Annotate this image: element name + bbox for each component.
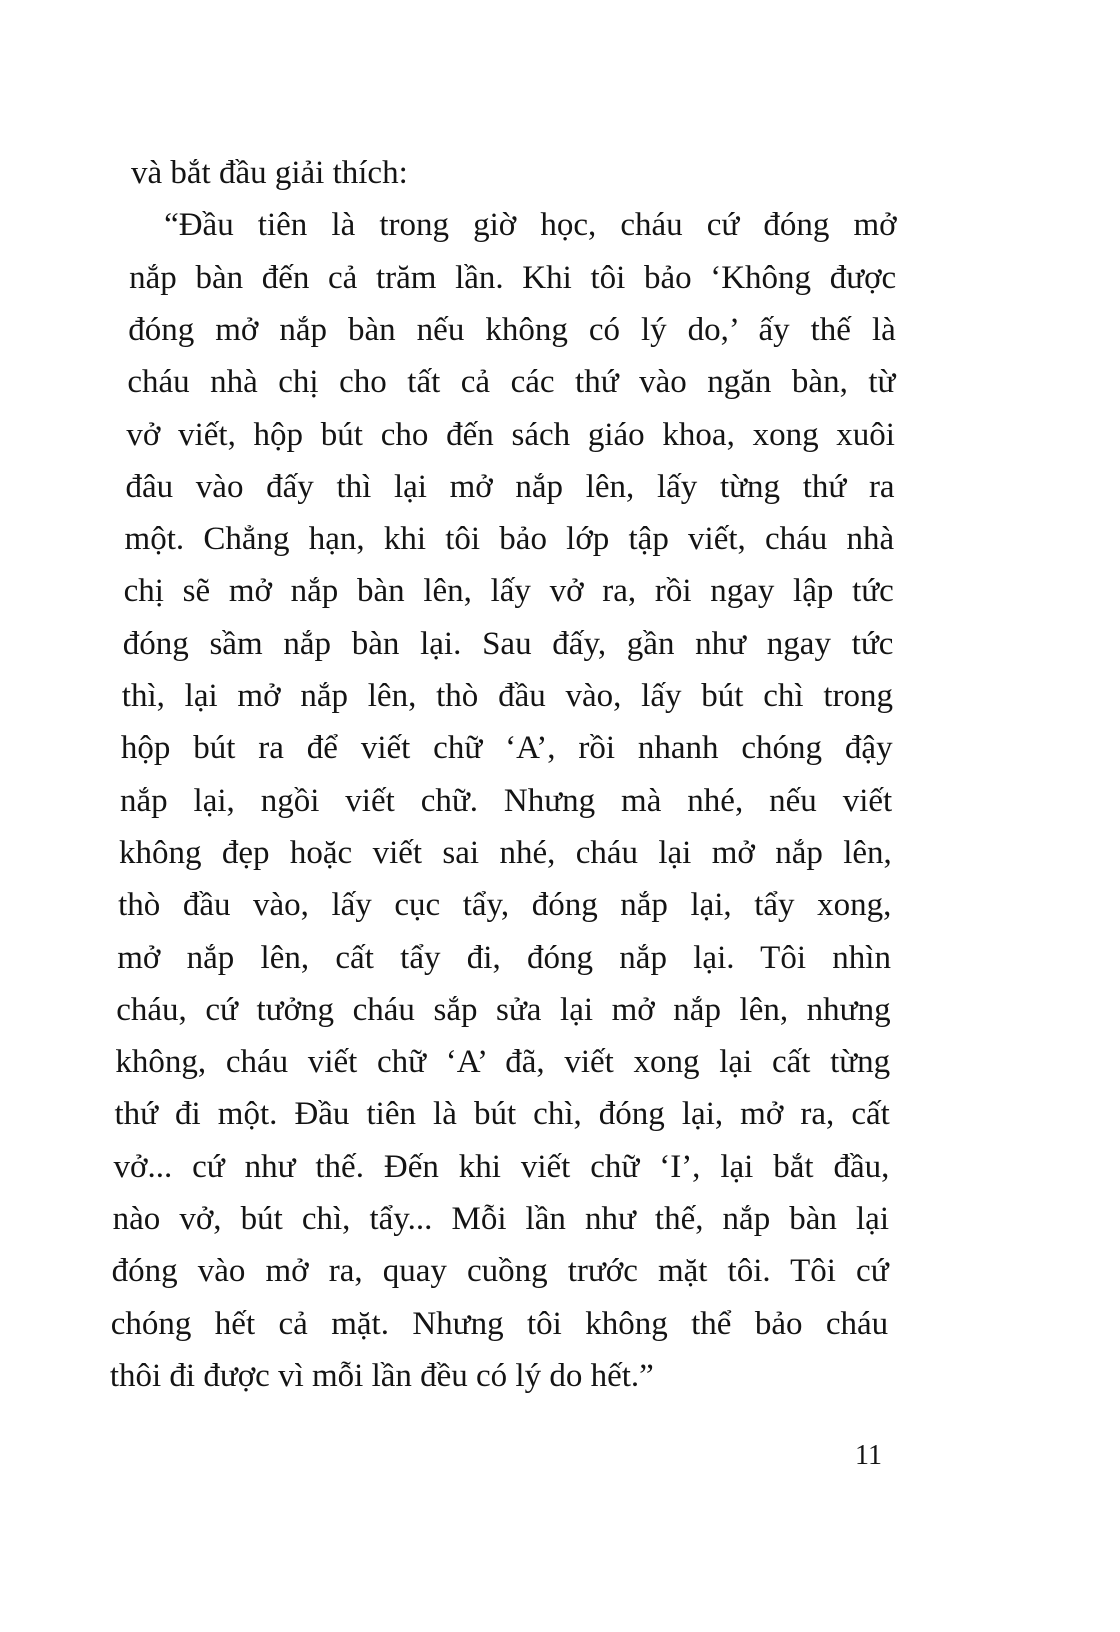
text-line: nắp bàn đến cả trăm lần. Khi tôi bảo ‘Không được bbox=[129, 259, 897, 296]
text-line: “Đầu tiên là trong giờ học, cháu cứ đóng mở bbox=[164, 207, 897, 244]
text-line: một. Chẳng hạn, khi tôi bảo lớp tập viết, cháu nhà bbox=[124, 521, 895, 558]
text-line: vở... cứ như thế. Đến khi viết chữ ‘I’, lại bắt đầu, bbox=[113, 1148, 890, 1185]
text-line: đâu vào đấy thì lại mở nắp lên, lấy từng thứ ra bbox=[125, 468, 895, 505]
text-line: nắp lại, ngồi viết chữ. Nhưng mà nhé, nếu viết bbox=[119, 782, 893, 819]
text-line: mở nắp lên, cất tẩy đi, đóng nắp lại. Tôi nhìn bbox=[117, 939, 891, 976]
text-line: thì, lại mở nắp lên, thò đầu vào, lấy bút chì trong bbox=[121, 678, 893, 714]
text-line: thò đầu vào, lấy cục tẩy, đóng nắp lại, tẩy xong, bbox=[118, 887, 892, 924]
text-line: đóng sầm nắp bàn lại. Sau đấy, gần như ngay tức bbox=[122, 625, 894, 662]
text-line: vở viết, hộp bút cho đến sách giáo khoa, xong xuôi bbox=[126, 416, 895, 453]
text-line: đóng vào mở ra, quay cuồng trước mặt tôi. Tôi cứ bbox=[111, 1253, 889, 1290]
text-line: chóng hết cả mặt. Nhưng tôi không thể bảo cháu bbox=[110, 1305, 889, 1342]
text-line: nào vở, bút chì, tẩy... Mỗi lần như thế, nắp bàn lại bbox=[112, 1201, 889, 1237]
text-line: chị sẽ mở nắp bàn lên, lấy vở ra, rồi ngay lập tức bbox=[123, 573, 894, 610]
text-line: không đẹp hoặc viết sai nhé, cháu lại mở nắp lên, bbox=[119, 834, 892, 871]
text-line: cháu nhà chị cho tất cả các thứ vào ngăn bàn, từ bbox=[127, 364, 896, 401]
text-line: và bắt đầu giải thích: bbox=[131, 155, 408, 191]
text-line: thứ đi một. Đầu tiên là bút chì, đóng lại, mở ra, cất bbox=[114, 1096, 890, 1133]
text-line: đóng mở nắp bàn nếu không có lý do,’ ấy thế là bbox=[128, 311, 896, 348]
text-line: cháu, cứ tưởng cháu sắp sửa lại mở nắp lên, nhưng bbox=[116, 991, 891, 1028]
text-line: thôi đi được vì mỗi lần đều có lý do hết.” bbox=[109, 1357, 654, 1394]
page-number: 11 bbox=[855, 1440, 882, 1471]
text-line: hộp bút ra để viết chữ ‘A’, rồi nhanh chóng đậy bbox=[120, 730, 893, 767]
text-line: không, cháu viết chữ ‘A’ đã, viết xong lại cất từng bbox=[115, 1044, 891, 1081]
